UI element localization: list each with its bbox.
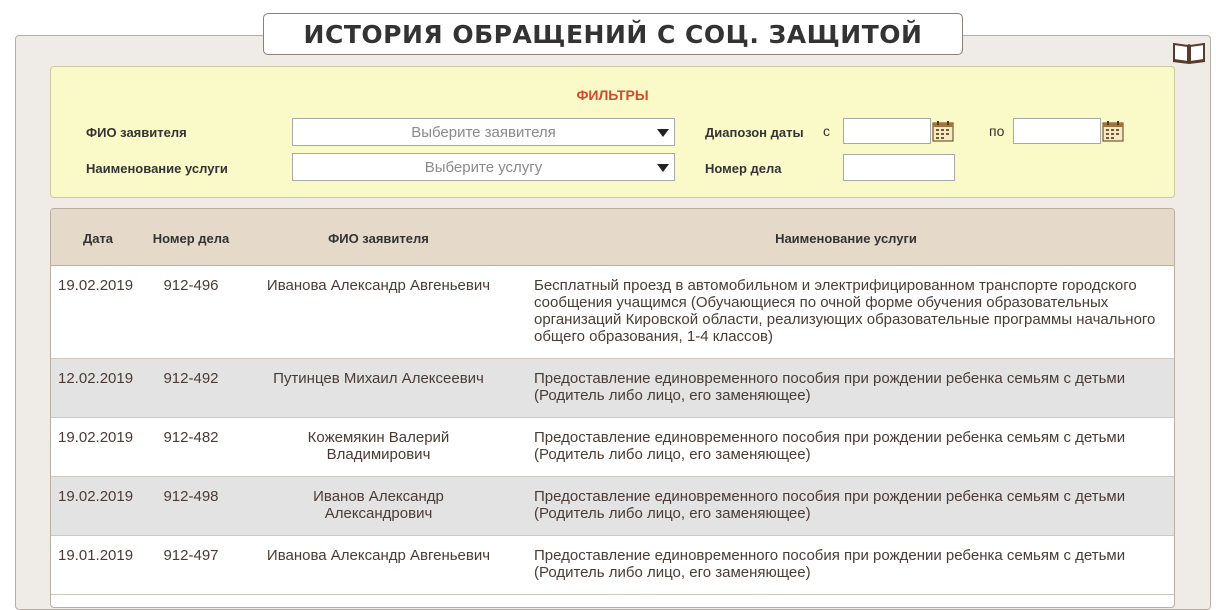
column-header-name[interactable]: ФИО заявителя [328, 231, 429, 246]
case-number-label: Номер дела [705, 161, 782, 176]
column-header-number[interactable]: Номер дела [152, 231, 230, 246]
table-header [51, 209, 1174, 266]
applicant-select-placeholder: Выберите заявителя [411, 123, 556, 141]
date-to-input[interactable] [1013, 118, 1101, 144]
row-service: Бесплатный проезд в автомобильном и электрифицированном транспорте городского сообщения учащимся (Обучающиеся по очной форме обучения образовательных организаций Кировской области, реализующих образовательные программы начального общего образования, 1-4 классов) [534, 277, 1156, 345]
row-applicant: Кожемякин Валерий Владимирович [307, 429, 450, 463]
calendar-icon[interactable] [1102, 120, 1124, 142]
row-service: Предоставление единовременного пособия при рождении ребенка семьям с детьми (Родитель либо лицо, его заменяющее) [534, 488, 1126, 522]
case-number-input[interactable] [843, 154, 955, 181]
row-applicant: Иванова Александр Авгеньевич [266, 547, 491, 564]
page-title-box [263, 13, 963, 55]
row-case-number: 912-482 [163, 429, 219, 446]
service-select[interactable] [292, 153, 675, 181]
column-header-service[interactable]: Наименование услуги [775, 231, 917, 246]
date-to-label: по [989, 123, 1005, 139]
row-service: Предоставление единовременного пособия при рождении ребенка семьям с детьми (Родитель либо лицо, его заменяющее) [534, 429, 1126, 463]
row-applicant: Путинцев Михаил Алексеевич [273, 370, 484, 387]
table-row[interactable] [51, 266, 1174, 359]
date-range-label: Диапозон даты [705, 125, 804, 140]
table-row[interactable] [51, 359, 1174, 418]
filters-title: ФИЛЬТРЫ [576, 87, 649, 103]
row-date: 19.02.2019 [58, 429, 134, 446]
page-title: ИСТОРИЯ ОБРАЩЕНИЙ С СОЦ. ЗАЩИТОЙ [303, 19, 923, 49]
row-date: 19.02.2019 [58, 488, 134, 505]
history-table [50, 208, 1175, 608]
row-date: 12.02.2019 [58, 370, 134, 387]
row-date: 19.02.2019 [58, 277, 134, 294]
date-from-label: с [823, 123, 830, 139]
row-case-number: 912-497 [163, 547, 219, 564]
row-service: Предоставление единовременного пособия при рождении ребенка семьям с детьми (Родитель либо лицо, его заменяющее) [534, 547, 1126, 581]
row-applicant: Иванова Александр Авгеньевич [266, 277, 491, 294]
date-from-input[interactable] [843, 118, 931, 144]
service-select-placeholder: Выберите услугу [424, 158, 543, 176]
applicant-select[interactable] [292, 118, 675, 146]
service-label: Наименование услуги [86, 161, 228, 176]
chevron-down-icon [657, 164, 669, 172]
row-service: Предоставление единовременного пособия при рождении ребенка семьям с детьми (Родитель либо лицо, его заменяющее) [534, 370, 1126, 404]
row-case-number: 912-496 [163, 277, 219, 294]
table-row[interactable] [51, 418, 1174, 477]
row-case-number: 912-492 [163, 370, 219, 387]
row-date: 19.01.2019 [58, 547, 134, 564]
row-applicant: Иванов Александр Александрович [313, 488, 444, 522]
applicant-label: ФИО заявителя [86, 125, 187, 140]
filters-panel [50, 66, 1175, 198]
table-row[interactable] [51, 477, 1174, 536]
column-header-date[interactable]: Дата [82, 231, 114, 246]
chevron-down-icon [657, 129, 669, 137]
row-case-number: 912-498 [163, 488, 219, 505]
calendar-icon[interactable] [932, 120, 954, 142]
table-row[interactable] [51, 536, 1174, 595]
book-icon[interactable] [1172, 40, 1206, 64]
